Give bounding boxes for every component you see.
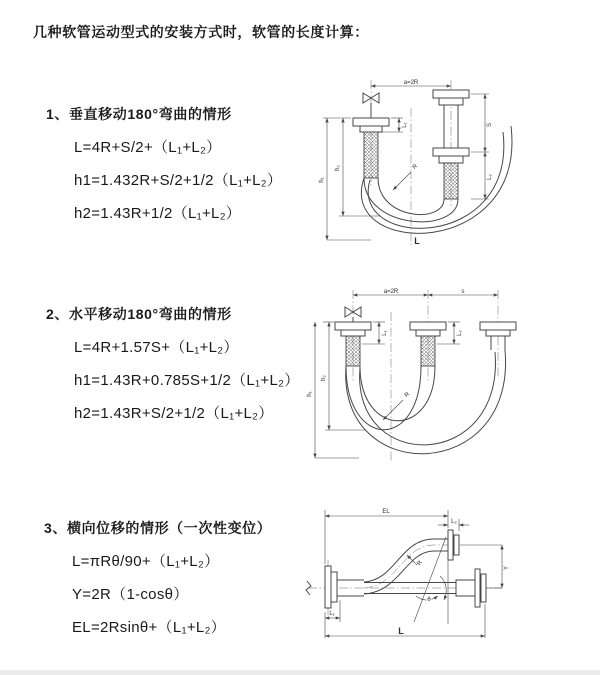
hose-braid (346, 336, 360, 366)
dim-y-label: Y (504, 565, 510, 571)
page-title: 几种软管运动型式的安装方式时，软管的长度计算： (33, 24, 369, 40)
section1-heading: 1、垂直移动180°弯曲的情形 (46, 106, 232, 122)
section3-formula-el: EL=2Rsinθ+（L₁+L₂） (72, 619, 226, 636)
right-flange (480, 322, 516, 350)
section1-formula-h1: h1=1.432R+S/2+1/2（L₁+L₂） (74, 172, 283, 189)
dim-el-label: EL (382, 509, 390, 515)
radius-callout (393, 163, 419, 190)
radius-label: R (416, 559, 424, 567)
page-edge (0, 670, 600, 675)
angle-construction (414, 537, 448, 624)
radius-label: R (403, 391, 411, 399)
diagram-horizontal-180-bend (307, 282, 565, 467)
left-flange (353, 118, 389, 178)
hose-braid (421, 336, 435, 366)
dim-s-label: s (461, 289, 465, 295)
section1-formula-h2: h2=1.43R+1/2（L₁+L₂） (74, 205, 242, 222)
dim-length (325, 604, 485, 638)
dim-l2-label: L₂ (487, 174, 493, 180)
dim-span-label: a=2R (383, 289, 399, 295)
radius-callout (383, 391, 411, 420)
dim-el (325, 509, 448, 564)
dim-h1-label: h₁ (307, 391, 313, 397)
section2-formula-h2: h2=1.43R+S/2+1/2（L₁+L₂） (74, 405, 274, 422)
dim-l2 (471, 152, 493, 199)
section2-heading: 2、水平移动180°弯曲的情形 (46, 306, 232, 322)
length-label: L (414, 236, 420, 246)
dim-stroke-s (428, 289, 498, 295)
radius-callout (407, 555, 424, 567)
dim-span (371, 80, 451, 86)
section2-formula-l: L=4R+1.57S+（L₁+L₂） (74, 339, 239, 356)
dim-span (353, 289, 428, 295)
dim-l2-label: L₂ (451, 519, 457, 525)
right-flange (456, 569, 486, 607)
left-flange (325, 566, 364, 608)
dim-l2-label: L₂ (457, 330, 463, 336)
diagram-vertical-180-bend (313, 68, 558, 258)
dim-h1-label: h₁ (319, 177, 325, 183)
radius-label: R (411, 163, 419, 171)
section1-formula-l: L=4R+S/2+（L₁+L₂） (74, 139, 222, 156)
dim-l1-label: L₁ (329, 611, 335, 617)
dim-stroke-s (471, 94, 493, 152)
dim-h2-label: h₂ (321, 375, 327, 381)
hose-braid (364, 132, 378, 178)
dim-l1-label: L₁ (402, 122, 408, 128)
section3-formula-y: Y=2R（1-cosθ） (72, 586, 189, 603)
hose-braid (444, 163, 458, 199)
diagram-lateral-displacement (298, 496, 518, 656)
dim-span-label: a=2R (403, 80, 419, 86)
s-curve-hose (364, 539, 448, 594)
dim-l1-label: L₁ (382, 330, 388, 336)
upper-flange (448, 530, 459, 560)
centerlines (353, 290, 498, 462)
section2-formula-h1: h1=1.43R+0.785S+1/2（L₁+L₂） (74, 372, 300, 389)
length-label: L (398, 626, 404, 636)
dim-s-label: S (487, 122, 493, 128)
dim-l2 (438, 519, 469, 531)
angle-theta-label: θ (427, 597, 431, 603)
dim-h2-label: h₂ (335, 165, 341, 171)
section3-heading: 3、横向位移的情形（一次性变位） (44, 520, 272, 536)
section3-formula-l: L=πRθ/90+（L₁+L₂） (72, 553, 220, 570)
